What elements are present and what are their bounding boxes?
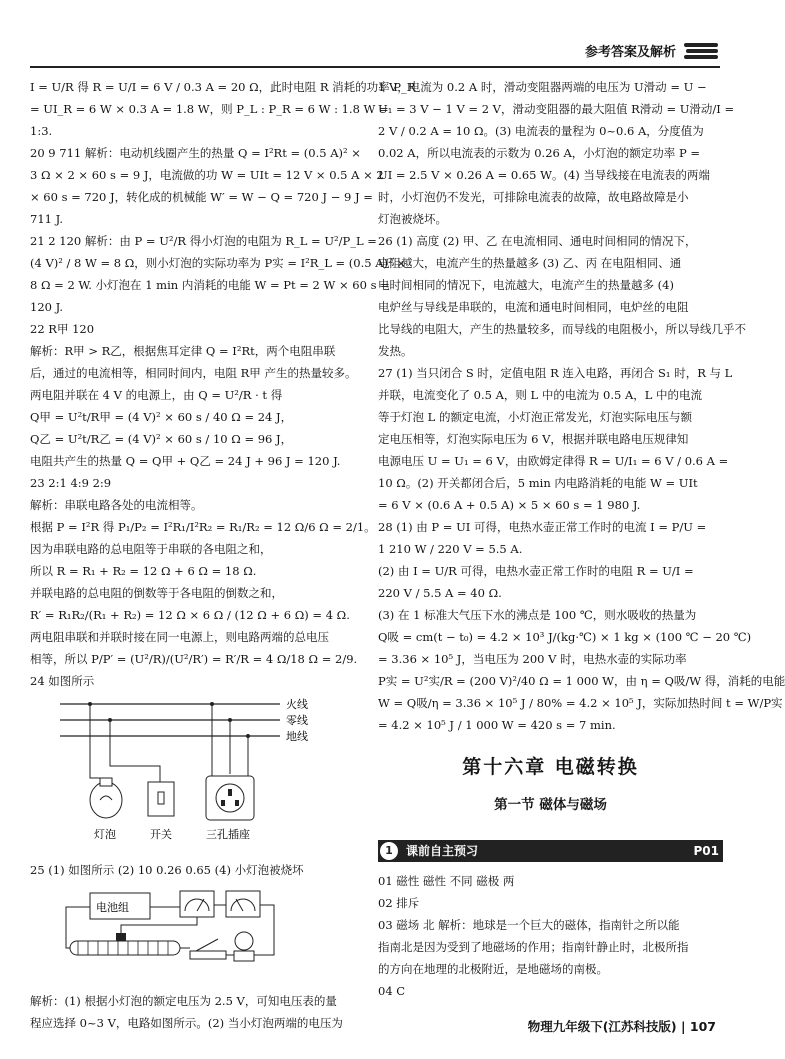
text-line: 灯泡被烧坏。 (378, 212, 447, 226)
answer-line: 02 排斥 (378, 896, 420, 910)
text-line: 2 V / 0.2 A = 10 Ω。(3) 电流表的量程为 0~0.6 A，分度值为 (378, 124, 704, 138)
right-column (378, 76, 785, 1002)
text-line: 25 (1) 如图所示 (2) 10 0.26 0.65 (4) 小灯泡被烧坏 (30, 863, 304, 877)
text-line: Q甲 = U²t/R甲 = (4 V)² × 60 s / 40 Ω = 24 J， (30, 410, 293, 424)
text-line: = 6 V × (0.6 A + 0.5 A) × 5 × 60 s = 1 980 J. (378, 498, 641, 512)
text-line: 并联，电流变化了 0.5 A，则 L 中的电流为 0.5 A，L 中的电流 (378, 388, 703, 402)
text-line: UI = 2.5 V × 0.26 A = 0.65 W。(4) 当导线接在电流表的两端 (378, 168, 710, 182)
text-line: W = Q吸/η = 3.36 × 10⁵ J / 80% = 4.2 × 10⁵ J，实际加热时间 t = W/P实 (378, 696, 783, 710)
neutral-wire-label: 零线 (286, 714, 308, 727)
text-line: 24 如图所示 (30, 674, 95, 688)
lamp-icon (90, 778, 122, 818)
text-line: 电阻共产生的热量 Q = Q甲 + Q乙 = 24 J + 96 J = 120 J. (30, 454, 341, 468)
text-line: 10 Ω。(2) 开关都闭合后，5 min 内电路消耗的电能 W = UIt (378, 476, 698, 490)
switch-icon (190, 939, 226, 959)
section-number-badge: 1 (380, 842, 398, 860)
answer-line: 03 磁场 北 解析：地球是一个巨大的磁体，指南针之所以能 (378, 918, 680, 932)
text-line: 220 V / 5.5 A = 40 Ω. (378, 586, 502, 600)
text-line: Q吸 = cm(t − t₀) = 4.2 × 10³ J/(kg·℃) × 1 kg × (100 ℃ − 20 ℃) (378, 630, 752, 644)
text-line: 程应选择 0~3 V，电路如图所示。(2) 当小灯泡两端的电压为 (30, 1016, 343, 1030)
text-line: 解析：R甲 > R乙，根据焦耳定律 Q = I²Rt，两个电阻串联 (30, 344, 336, 358)
text-line: Q乙 = U²t/R乙 = (4 V)² × 60 s / 10 Ω = 96 J， (30, 432, 293, 446)
text-line: 1:3. (30, 124, 53, 138)
text-line: 解析：串联电路各处的电流相等。 (30, 498, 203, 512)
socket-label: 三孔插座 (206, 828, 250, 841)
text-line: 电时间相同的情况下，电流越大，电流产生的热量越多 (4) (378, 278, 674, 292)
switch-icon (148, 782, 174, 816)
answer-line: 指南北是因为受到了地磁场的作用；指南针静止时，北极所指 (378, 940, 689, 954)
text-line: 21 2 120 解析：由 P = U²/R 得小灯泡的电阻为 R_L = U²/P_L = (30, 234, 377, 248)
text-line: 定电压相等，灯泡实际电压为 6 V，根据并联电路电压规律知 (378, 432, 689, 446)
page-footer: 物理九年级下(江苏科技版) | 107 (527, 1019, 716, 1034)
text-line: 3 Ω × 2 × 60 s = 9 J，电流做的功 W = UIt = 12 V × 0.5 A × 2 (30, 168, 384, 182)
text-line: 两电阻并联在 4 V 的电源上，由 Q = U²/R · t 得 (30, 388, 283, 402)
text-line: (3) 在 1 标准大气压下水的沸点是 100 ℃，则水吸收的热量为 (378, 608, 697, 622)
rheostat-icon (70, 933, 180, 955)
three-pin-socket-icon (206, 776, 254, 820)
text-line: 解析：(1) 根据小灯泡的额定电压为 2.5 V，可知电压表的量 (30, 994, 337, 1008)
text-line: 20 9 711 解析：电动机线圈产生的热量 Q = I²Rt = (0.5 A)² × (30, 146, 361, 160)
battery-label: 电池组 (96, 901, 129, 914)
earth-wire-label: 地线 (286, 730, 308, 743)
text-line: 23 2:1 4:9 2:9 (30, 476, 112, 490)
section-bar-label: 课前自主预习 (406, 844, 479, 858)
book-stack-icon (682, 40, 720, 62)
text-line: 因为串联电路的总电阻等于串联的各电阻之和， (30, 542, 272, 556)
text-line: 0.02 A，所以电流表的示数为 0.26 A，小灯泡的额定功率 P = (378, 146, 700, 160)
text-line: (4 V)² / 8 W = 8 Ω，则小灯泡的实际功率为 P实 = I²R_L = (0.5 A)² × (30, 256, 406, 270)
text-line: 22 R甲 120 (30, 322, 95, 336)
household-circuit-diagram (30, 696, 360, 846)
text-line: 电源电压 U = U₁ = 6 V，由欧姆定律得 R = U/I₁ = 6 V / 0.6 A = (378, 454, 729, 468)
lamp-label: 灯泡 (94, 828, 116, 841)
chapter-title: 第十六章 电磁转换 (462, 756, 639, 778)
text-line: 28 (1) 由 P = UI 可得，电热水壶正常工作时的电流 I = P/U = (378, 520, 707, 534)
text-line: 26 (1) 高度 (2) 甲、乙 在电流相同、通电时间相同的情况下， (378, 234, 697, 248)
text-line: 电炉丝与导线是串联的，电流和通电时间相同，电炉丝的电阻 (378, 300, 689, 314)
text-line: 相等，所以 P/P′ = (U²/R)/(U²/R′) = R′/R = 4 Ω/18 Ω = 2/9. (30, 652, 358, 666)
voltmeter-icon (226, 891, 260, 917)
text-line: 1 210 W / 220 V = 5.5 A. (378, 542, 523, 556)
text-line: 所以 R = R₁ + R₂ = 12 Ω + 6 Ω = 18 Ω. (30, 564, 257, 578)
text-line: × 60 s = 720 J，转化成的机械能 W′ = W − Q = 720 J − 9 J = (30, 190, 373, 204)
text-line: 比导线的电阻大，产生的热量较多，而导线的电阻极小，所以导线几乎不 (378, 322, 746, 336)
text-line: U₁ = 3 V − 1 V = 2 V，滑动变阻器的最大阻值 R滑动 = U滑动/I = (378, 102, 735, 116)
text-line: 时，小灯泡仍不发光，可排除电流表的故障，故电路故障是小 (378, 190, 689, 204)
text-line: 1 V，电流为 0.2 A 时，滑动变阻器两端的电压为 U滑动 = U − (378, 80, 707, 94)
header-title: 参考答案及解析 (584, 45, 676, 60)
text-line: = 4.2 × 10⁵ J / 1 000 W = 420 s = 7 min. (378, 718, 616, 732)
section-title: 第一节 磁体与磁场 (494, 797, 607, 813)
answer-line: 的方向在地理的北极附近，是地磁场的南极。 (378, 962, 608, 976)
text-line: 等于灯泡 L 的额定电流，小灯泡正常发光，灯泡实际电压与额 (378, 410, 692, 424)
section-bar-page: P01 (693, 844, 719, 858)
answer-line: 01 磁性 磁性 不同 磁极 两 (378, 874, 515, 888)
text-line: 并联电路的总电阻的倒数等于各电阻的倒数之和， (30, 586, 283, 600)
text-line: (2) 由 I = U/R 可得，电热水壶正常工作时的电阻 R = U/I = (378, 564, 694, 578)
switch-label: 开关 (150, 828, 172, 841)
text-line: 两电阻串联和并联时接在同一电源上，则电路两端的总电压 (30, 630, 329, 644)
text-line: 711 J. (30, 212, 63, 226)
experiment-circuit-diagram (30, 885, 360, 977)
bulb-icon (234, 932, 254, 961)
text-line: I = U/R 得 R = U/I = 6 V / 0.3 A = 20 Ω，此时电阻 R 消耗的功率 P_R (30, 80, 416, 94)
text-line: 后，通过的电流相等，相同时间内，电阻 R甲 产生的热量较多。 (30, 366, 357, 380)
text-line: 根据 P = I²R 得 P₁/P₂ = I²R₁/I²R₂ = R₁/R₂ = 12 Ω/6 Ω = 2/1。 (30, 520, 376, 534)
text-line: R′ = R₁R₂/(R₁ + R₂) = 12 Ω × 6 Ω / (12 Ω + 6 Ω) = 4 Ω. (30, 608, 350, 622)
text-line: 27 (1) 当只闭合 S 时，定值电阻 R 连入电路，再闭合 S₁ 时，R 与 L (378, 366, 733, 380)
text-line: 120 J. (30, 300, 63, 314)
text-line: P实 = U²实/R = (200 V)²/40 Ω = 1 000 W，由 η = Q吸/W 得，消耗的电能 (378, 674, 785, 688)
live-wire-label: 火线 (286, 698, 308, 711)
preview-section-bar (378, 840, 723, 862)
ammeter-icon (180, 891, 214, 917)
text-line: = UI_R = 6 W × 0.3 A = 1.8 W，则 P_L : P_R = 6 W : 1.8 W = (30, 102, 389, 116)
text-line: 电阻越大，电流产生的热量越多 (3) 乙、丙 在电阻相同、通 (378, 256, 682, 270)
text-line: = 3.36 × 10⁵ J，当电压为 200 V 时，电热水壶的实际功率 (378, 652, 687, 666)
answer-line: 04 C (378, 984, 406, 998)
text-line: 发热。 (378, 344, 413, 358)
text-line: 8 Ω = 2 W. 小灯泡在 1 min 内消耗的电能 W = Pt = 2 W × 60 s = (30, 278, 390, 292)
battery-icon (90, 893, 150, 919)
page-header (30, 40, 720, 68)
